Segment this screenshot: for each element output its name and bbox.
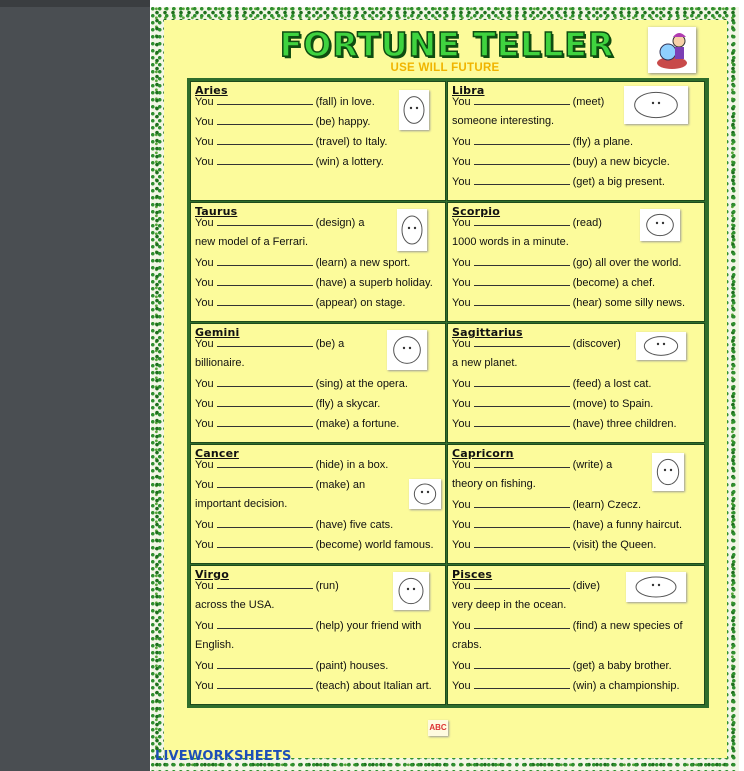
answer-blank[interactable]: [217, 658, 313, 669]
answer-blank[interactable]: [217, 215, 313, 226]
sentence-end: (have) a superb holiday.: [315, 277, 433, 289]
sentence-start: You: [452, 257, 471, 269]
sentence-line: [195, 275, 433, 290]
sentence-end: (discover): [572, 338, 621, 350]
sign-name: Taurus: [195, 205, 238, 218]
sentence-start: You: [452, 136, 471, 148]
sentence-start: You: [195, 418, 214, 430]
taurus-symbol-icon: [397, 209, 427, 251]
sentence-line: [452, 336, 621, 351]
sentence-end: (go) all over the world.: [572, 257, 682, 269]
sign-name: Virgo: [195, 568, 229, 581]
sentence-start: billionaire.: [195, 357, 245, 369]
sentence-start: English.: [195, 639, 235, 651]
sentence-line: [195, 336, 344, 351]
sentence-line: [452, 658, 672, 673]
sentence-line: [452, 396, 653, 411]
sentence-line: [452, 678, 680, 693]
sentence-start: You: [452, 156, 471, 168]
answer-blank[interactable]: [217, 275, 313, 286]
worksheet-subtitle: USE WILL FUTURE: [390, 62, 500, 74]
sign-name: Gemini: [195, 326, 240, 339]
answer-blank[interactable]: [474, 295, 570, 306]
answer-blank[interactable]: [474, 336, 570, 347]
sentence-start: a new planet.: [452, 357, 518, 369]
sentence-end: (meet): [572, 96, 605, 108]
sentence-start: You: [195, 338, 214, 350]
answer-blank[interactable]: [474, 457, 570, 468]
sentence-start: You: [452, 398, 471, 410]
virgo-symbol-icon: [393, 572, 429, 610]
worksheet-title: FORTUNE TELLER: [279, 25, 615, 64]
sentence-start: You: [195, 96, 214, 108]
sign-name: Capricorn: [452, 447, 514, 460]
cell-cancer: [190, 444, 446, 564]
sentence-line: [452, 275, 655, 290]
sentence-end: (visit) the Queen.: [572, 539, 657, 551]
answer-blank[interactable]: [474, 376, 570, 387]
sentence-line: [195, 235, 308, 250]
gemini-symbol-icon: [387, 330, 427, 370]
answer-blank[interactable]: [217, 295, 313, 306]
sentence-line: [452, 235, 569, 250]
sentence-start: You: [195, 257, 214, 269]
pisces-symbol-icon: [626, 572, 686, 602]
cancer-symbol-icon: [409, 479, 441, 509]
answer-blank[interactable]: [217, 537, 313, 548]
sentence-start: You: [195, 519, 214, 531]
abc-icon: ABC: [428, 720, 448, 736]
sagittarius-symbol-icon: [636, 332, 686, 360]
sentence-end: (sing) at the opera.: [315, 378, 408, 390]
sentence-line: [195, 134, 388, 149]
cell-sagittarius: [447, 323, 705, 443]
fortune-teller-image: [648, 27, 696, 73]
sentence-end: (run): [315, 580, 339, 592]
sign-name: Sagittarius: [452, 326, 523, 339]
answer-blank[interactable]: [217, 376, 313, 387]
cell-scorpio: [447, 202, 705, 322]
answer-blank[interactable]: [217, 477, 313, 488]
aries-symbol-icon: [399, 90, 429, 130]
scorpio-symbol-icon: [640, 209, 680, 241]
answer-blank[interactable]: [474, 215, 570, 226]
answer-blank[interactable]: [474, 396, 570, 407]
cell-libra: [447, 81, 705, 201]
sentence-line: [195, 578, 339, 593]
sentence-start: someone interesting.: [452, 115, 555, 127]
cell-virgo: [190, 565, 446, 705]
sentence-start: crabs.: [452, 639, 482, 651]
sentence-start: You: [195, 136, 214, 148]
answer-blank[interactable]: [217, 154, 313, 165]
sentence-start: You: [452, 277, 471, 289]
answer-blank[interactable]: [217, 114, 313, 125]
sentence-start: You: [452, 660, 471, 672]
sentence-start: You: [195, 620, 214, 632]
sentence-end: (win) a championship.: [572, 680, 680, 692]
sign-name: Pisces: [452, 568, 493, 581]
sentence-end: (design) a: [315, 217, 365, 229]
sentence-line: [195, 497, 287, 512]
zodiac-grid: [187, 78, 709, 708]
capricorn-symbol-icon: [652, 453, 684, 491]
sentence-start: You: [452, 378, 471, 390]
cell-pisces: [447, 565, 705, 705]
sentence-line: [452, 537, 656, 552]
sentence-start: You: [195, 277, 214, 289]
sentence-end: (have) five cats.: [315, 519, 394, 531]
sentence-line: [452, 94, 604, 109]
answer-blank[interactable]: [474, 678, 570, 689]
sentence-start: You: [195, 297, 214, 309]
sentence-end: (fly) a skycar.: [315, 398, 381, 410]
sentence-line: [452, 578, 600, 593]
sentence-line: [195, 537, 434, 552]
cell-taurus: [190, 202, 446, 322]
sign-name: Cancer: [195, 447, 239, 460]
sentence-line: [452, 215, 602, 230]
sentence-end: (become) a chef.: [572, 277, 656, 289]
sentence-start: You: [195, 660, 214, 672]
sentence-end: (feed) a lost cat.: [572, 378, 652, 390]
sentence-start: You: [452, 580, 471, 592]
sentence-line: [195, 457, 388, 472]
sentence-end: (learn) a new sport.: [315, 257, 411, 269]
answer-blank[interactable]: [217, 678, 313, 689]
cell-capricorn: [447, 444, 705, 564]
sentence-line: [195, 638, 234, 653]
sentence-line: [195, 517, 393, 532]
sentence-start: across the USA.: [195, 599, 275, 611]
answer-blank[interactable]: [474, 578, 570, 589]
sentence-start: You: [195, 580, 214, 592]
sentence-line: [452, 457, 612, 472]
sentence-start: You: [195, 217, 214, 229]
sentence-start: You: [452, 499, 471, 511]
sentence-start: very deep in the ocean.: [452, 599, 567, 611]
sentence-start: You: [195, 398, 214, 410]
sentence-line: [195, 477, 365, 492]
sign-name: Scorpio: [452, 205, 501, 218]
sentence-end: (be) a: [315, 338, 345, 350]
sentence-end: (have) a funny haircut.: [572, 519, 683, 531]
sentence-line: [195, 94, 375, 109]
sentence-line: [195, 618, 421, 633]
sentence-end: (be) happy.: [315, 116, 371, 128]
libra-symbol-icon: [624, 86, 688, 124]
sentence-line: [195, 154, 384, 169]
sentence-end: (learn) Czecz.: [572, 499, 642, 511]
answer-blank[interactable]: [217, 578, 313, 589]
sentence-line: [452, 154, 670, 169]
sentence-start: You: [452, 338, 471, 350]
sentence-end: (move) to Spain.: [572, 398, 654, 410]
sentence-end: (have) three children.: [572, 418, 677, 430]
sentence-end: (buy) a new bicycle.: [572, 156, 670, 168]
answer-blank[interactable]: [474, 537, 570, 548]
answer-blank[interactable]: [217, 396, 313, 407]
cell-aries: [190, 81, 446, 201]
sentence-start: 1000 words in a minute.: [452, 236, 569, 248]
answer-blank[interactable]: [217, 94, 313, 105]
sentence-start: theory on fishing.: [452, 478, 536, 490]
sentence-end: (help) your friend with: [315, 620, 422, 632]
sentence-start: You: [452, 176, 471, 188]
sentence-start: You: [452, 217, 471, 229]
answer-blank[interactable]: [474, 517, 570, 528]
answer-blank[interactable]: [474, 658, 570, 669]
answer-blank[interactable]: [474, 154, 570, 165]
sentence-line: [195, 658, 388, 673]
answer-blank[interactable]: [474, 497, 570, 508]
sentence-end: (make) a fortune.: [315, 418, 400, 430]
sentence-line: [195, 215, 364, 230]
sign-name: Aries: [195, 84, 228, 97]
sentence-line: [452, 618, 683, 633]
sentence-end: (hear) some silly news.: [572, 297, 686, 309]
sentence-start: You: [195, 539, 214, 551]
sentence-start: You: [452, 680, 471, 692]
sentence-end: (teach) about Italian art.: [315, 680, 432, 692]
sentence-start: You: [195, 156, 214, 168]
sentence-line: [195, 376, 408, 391]
sentence-end: (fall) in love.: [315, 96, 375, 108]
sentence-end: (read): [572, 217, 602, 229]
sentence-start: You: [452, 539, 471, 551]
answer-blank[interactable]: [217, 517, 313, 528]
answer-blank[interactable]: [474, 275, 570, 286]
sentence-end: (make) an: [315, 479, 366, 491]
sign-name: Libra: [452, 84, 485, 97]
sentence-line: [452, 295, 685, 310]
sentence-line: [452, 416, 677, 431]
sentence-end: (find) a new species of: [572, 620, 683, 632]
sentence-line: [195, 295, 405, 310]
sentence-line: [452, 134, 633, 149]
sentence-end: (fly) a plane.: [572, 136, 634, 148]
sentence-line: [195, 114, 370, 129]
sentence-line: [452, 497, 641, 512]
sentence-end: (win) a lottery.: [315, 156, 384, 168]
answer-blank[interactable]: [474, 416, 570, 427]
sentence-line: [195, 678, 432, 693]
answer-blank[interactable]: [474, 94, 570, 105]
sentence-start: You: [452, 418, 471, 430]
sentence-start: You: [452, 297, 471, 309]
sentence-line: [195, 598, 274, 613]
sentence-line: [195, 416, 399, 431]
sentence-start: You: [195, 459, 214, 471]
sentence-line: [452, 598, 566, 613]
sentence-line: [195, 396, 380, 411]
sentence-line: [452, 376, 651, 391]
sentence-start: important decision.: [195, 498, 288, 510]
cell-gemini: [190, 323, 446, 443]
sentence-start: You: [195, 378, 214, 390]
sentence-end: (paint) houses.: [315, 660, 389, 672]
answer-blank[interactable]: [474, 134, 570, 145]
answer-blank[interactable]: [217, 134, 313, 145]
sentence-start: You: [195, 680, 214, 692]
sentence-line: [195, 356, 245, 371]
answer-blank[interactable]: [217, 336, 313, 347]
sentence-line: [452, 356, 517, 371]
sentence-end: (hide) in a box.: [315, 459, 389, 471]
sentence-start: You: [195, 479, 214, 491]
answer-blank[interactable]: [474, 618, 570, 629]
answer-blank[interactable]: [474, 174, 570, 185]
sentence-end: (get) a baby brother.: [572, 660, 672, 672]
sentence-line: [452, 174, 665, 189]
answer-blank[interactable]: [217, 457, 313, 468]
answer-blank[interactable]: [474, 255, 570, 266]
sentence-start: You: [452, 459, 471, 471]
sentence-end: (dive): [572, 580, 601, 592]
answer-blank[interactable]: [217, 618, 313, 629]
sentence-end: (travel) to Italy.: [315, 136, 388, 148]
left-panel: [0, 0, 150, 771]
sentence-line: [452, 477, 536, 492]
sentence-start: You: [452, 96, 471, 108]
sentence-end: (become) world famous.: [315, 539, 434, 551]
sentence-start: You: [195, 116, 214, 128]
sentence-start: You: [452, 620, 471, 632]
sentence-line: [452, 638, 482, 653]
sentence-line: [452, 114, 554, 129]
sentence-end: (appear) on stage.: [315, 297, 406, 309]
sentence-end: (write) a: [572, 459, 613, 471]
sentence-start: You: [452, 519, 471, 531]
sentence-start: new model of a Ferrari.: [195, 236, 309, 248]
sentence-line: [195, 255, 410, 270]
sentence-line: [452, 255, 681, 270]
answer-blank[interactable]: [217, 255, 313, 266]
sentence-line: [452, 517, 682, 532]
answer-blank[interactable]: [217, 416, 313, 427]
sentence-end: (get) a big present.: [572, 176, 665, 188]
liveworksheets-logo: LIVEWORKSHEETS: [155, 749, 292, 764]
